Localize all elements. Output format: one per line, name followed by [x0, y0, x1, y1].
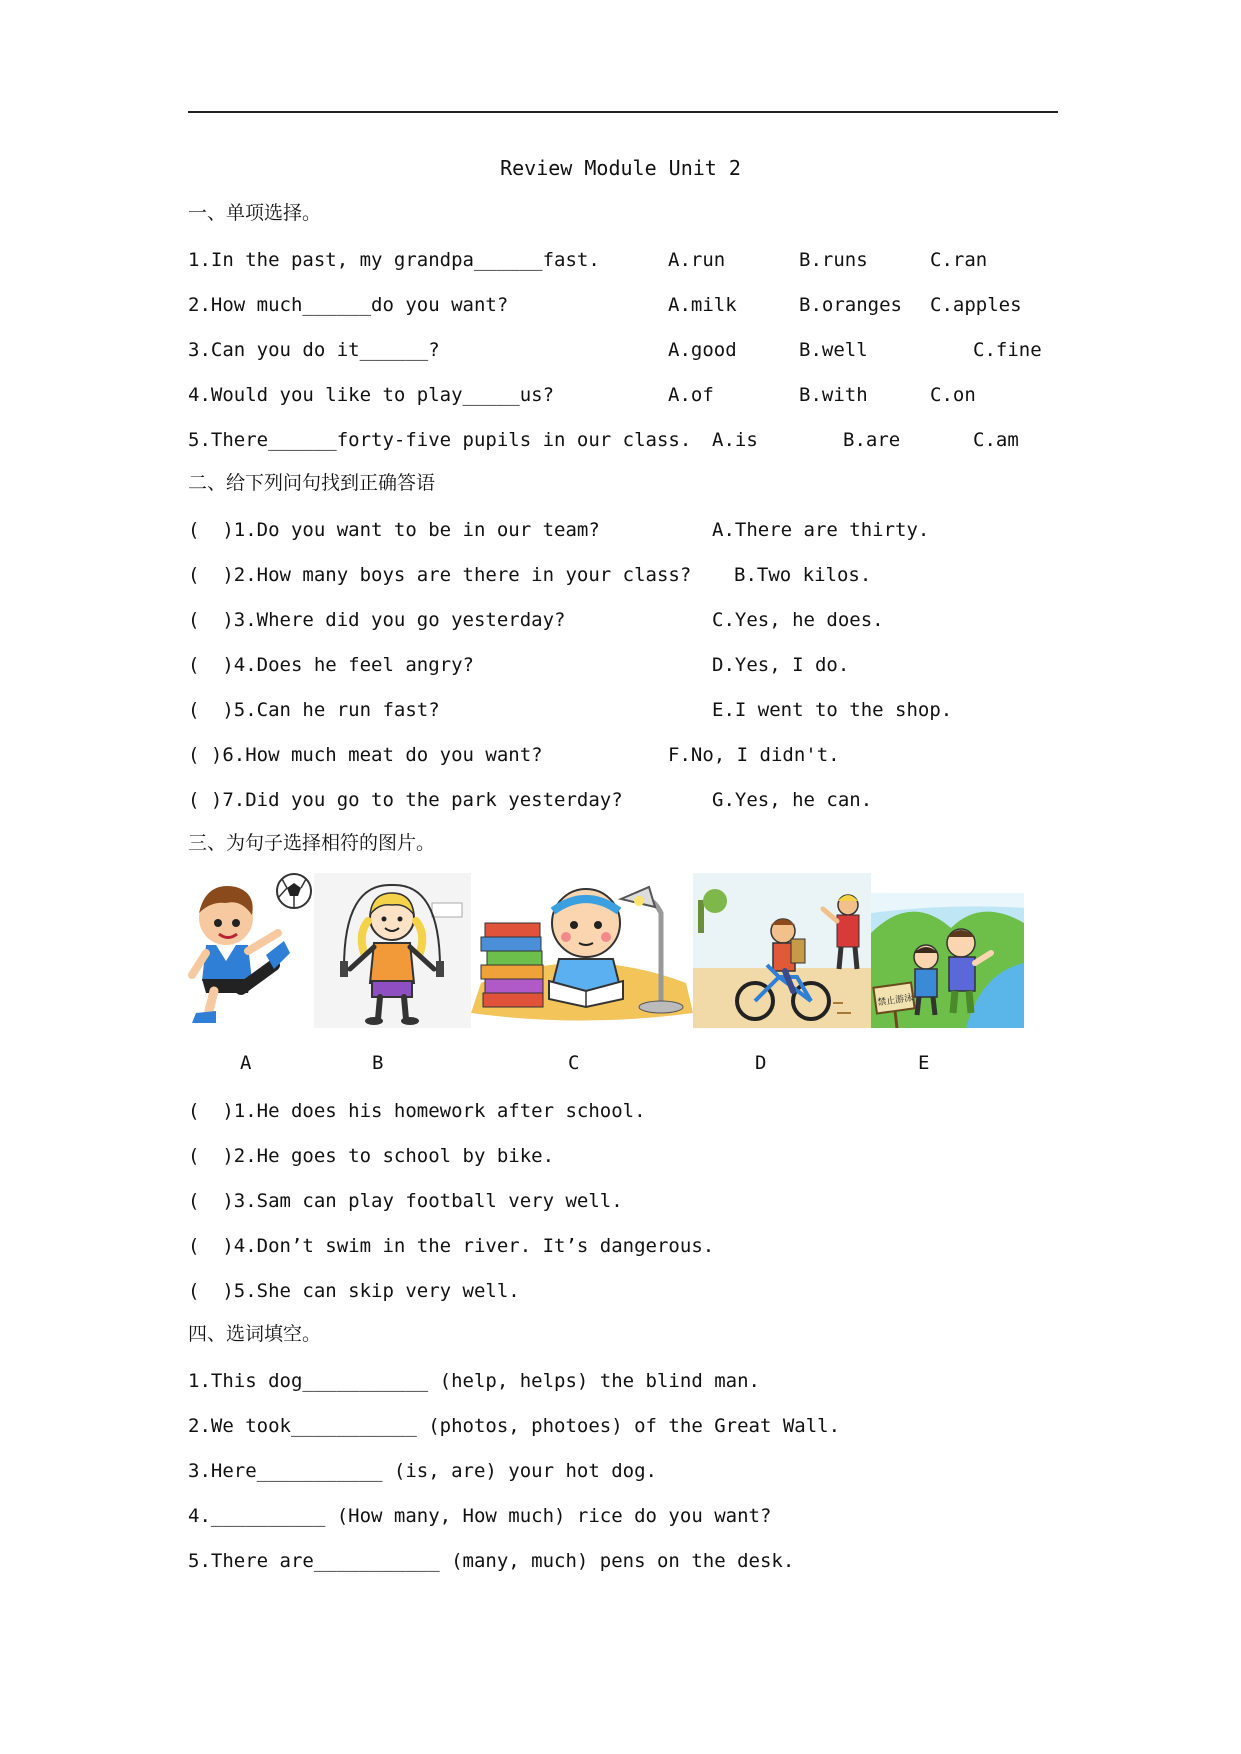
s1-q5-option-b: B.are [843, 429, 901, 451]
s2-question-6: ( )6.How much meat do you want? [188, 744, 543, 766]
s2-question-4: ( )4.Does he feel angry? [188, 654, 474, 676]
picture-label-b: B [372, 1052, 384, 1074]
picture-label-e: E [918, 1052, 930, 1074]
s2-answer-f: F.No, I didn't. [668, 744, 840, 766]
s2-question-7: ( )7.Did you go to the park yesterday? [188, 789, 623, 811]
s2-answer-a: A.There are thirty. [712, 519, 930, 541]
s1-q3-option-b: B.well [799, 339, 868, 361]
s2-question-2: ( )2.How many boys are there in your class? [188, 564, 692, 586]
s1-question-4: 4.Would you like to play_____us? [188, 384, 555, 406]
s1-q4-option-b: B.with [799, 384, 868, 406]
s1-q2-option-a: A.milk [668, 294, 737, 316]
s1-q2-option-c: C.apples [930, 294, 1022, 316]
picture-a-football-boy [186, 873, 314, 1028]
s3-sentence-1: ( )1.He does his homework after school. [188, 1100, 646, 1122]
s1-question-1: 1.In the past, my grandpa______fast. [188, 249, 600, 271]
s1-q5-option-a: A.is [712, 429, 758, 451]
picture-label-a: A [240, 1052, 252, 1074]
s4-item-1: 1.This dog___________ (help, helps) the blind man. [188, 1370, 760, 1392]
s1-q4-option-a: A.of [668, 384, 714, 406]
s1-question-2: 2.How much______do you want? [188, 294, 509, 316]
page-title: Review Module Unit 2 [500, 156, 741, 180]
header-rule [188, 111, 1058, 113]
s2-answer-e: E.I went to the shop. [712, 699, 953, 721]
s4-item-3: 3.Here___________ (is, are) your hot dog. [188, 1460, 657, 1482]
s2-answer-g: G.Yes, he can. [712, 789, 873, 811]
s2-question-5: ( )5.Can he run fast? [188, 699, 440, 721]
section3-heading: 三、为句子选择相符的图片。 [188, 832, 436, 854]
s3-sentence-2: ( )2.He goes to school by bike. [188, 1145, 555, 1167]
no-swimming-sign-text: 禁止游泳 [876, 993, 914, 1009]
s2-answer-c: C.Yes, he does. [712, 609, 884, 631]
section2-heading: 二、给下列问句找到正确答语 [188, 472, 436, 494]
s1-q3-option-a: A.good [668, 339, 737, 361]
s1-q5-option-c: C.am [973, 429, 1019, 451]
s2-question-3: ( )3.Where did you go yesterday? [188, 609, 566, 631]
s4-item-5: 5.There are___________ (many, much) pens on the desk. [188, 1550, 795, 1572]
picture-label-c: C [568, 1052, 580, 1074]
s1-q4-option-c: C.on [930, 384, 976, 406]
picture-e-no-swimming [871, 873, 1024, 1028]
picture-c-homework-boy [471, 873, 693, 1028]
s2-answer-b: B.Two kilos. [734, 564, 872, 586]
s1-q1-option-b: B.runs [799, 249, 868, 271]
s1-q1-option-a: A.run [668, 249, 726, 271]
s1-q3-option-c: C.fine [973, 339, 1042, 361]
s1-question-5: 5.There______forty-five pupils in our class. [188, 429, 692, 451]
section1-heading: 一、单项选择。 [188, 202, 322, 224]
s3-sentence-4: ( )4.Don’t swim in the river. It’s dangerous. [188, 1235, 715, 1257]
section4-heading: 四、选词填空。 [188, 1323, 322, 1345]
s4-item-4: 4.__________ (How many, How much) rice do you want? [188, 1505, 772, 1527]
s3-sentence-3: ( )3.Sam can play football very well. [188, 1190, 623, 1212]
picture-b-skipping-girl [314, 873, 471, 1028]
s2-question-1: ( )1.Do you want to be in our team? [188, 519, 600, 541]
s1-question-3: 3.Can you do it______? [188, 339, 440, 361]
s4-item-2: 2.We took___________ (photos, photoes) of the Great Wall. [188, 1415, 841, 1437]
picture-label-d: D [755, 1052, 767, 1074]
s1-q1-option-c: C.ran [930, 249, 988, 271]
picture-d-bike-boy [693, 873, 871, 1028]
s1-q2-option-b: B.oranges [799, 294, 902, 316]
s3-sentence-5: ( )5.She can skip very well. [188, 1280, 520, 1302]
s2-answer-d: D.Yes, I do. [712, 654, 850, 676]
